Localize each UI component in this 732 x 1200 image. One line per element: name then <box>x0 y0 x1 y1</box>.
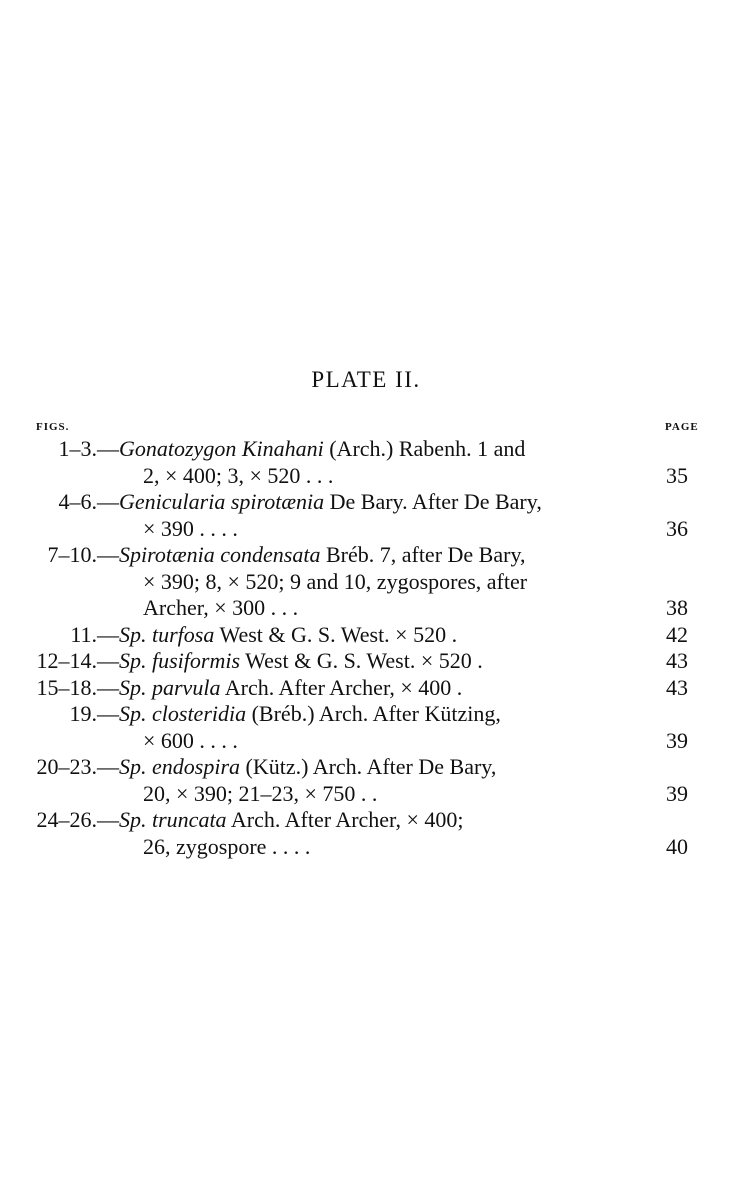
entry-text <box>97 489 542 516</box>
figure-entry <box>0 754 732 807</box>
entry-description: Bréb. 7, after De Bary, <box>320 542 526 567</box>
em-dash: — <box>97 754 119 779</box>
entry-description: Arch. After Archer, × 400 . <box>220 674 463 700</box>
page-number: 38 <box>666 595 688 620</box>
entry-continuation-line <box>0 516 732 543</box>
entry-first-line <box>0 807 732 834</box>
entry-text <box>143 834 310 861</box>
page-number: 36 <box>666 515 688 541</box>
species-name: Gonatozygon Kinahani <box>119 436 324 461</box>
page-number: 43 <box>666 648 688 673</box>
entry-first-line <box>0 701 732 728</box>
entry-text <box>97 701 501 728</box>
species-name: Sp. turfosa <box>119 621 215 647</box>
entry-text <box>97 648 483 675</box>
entry-description: West & G. S. West. × 520 . <box>240 648 483 673</box>
figure-numbers: 1–3. <box>58 436 97 461</box>
entry-first-line <box>0 675 732 702</box>
entry-text <box>143 516 238 543</box>
species-name: Sp. closteridia <box>119 701 247 726</box>
entry-first-line <box>0 622 732 649</box>
figure-numbers: 11. <box>70 621 97 647</box>
entry-text <box>97 542 526 569</box>
figure-numbers: 12–14. <box>36 648 97 673</box>
entry-continuation-line <box>0 781 732 808</box>
em-dash: — <box>97 436 119 461</box>
figure-entry <box>0 701 732 754</box>
entry-text <box>143 595 298 622</box>
species-name: Sp. fusiformis <box>119 648 241 673</box>
species-name: Sp. truncata <box>119 807 227 832</box>
entry-description: × 600 . . . . <box>143 727 238 753</box>
figure-numbers: 4–6. <box>58 489 97 514</box>
entry-description: 2, × 400; 3, × 520 . . . <box>143 462 334 488</box>
entry-description: (Arch.) Rabenh. 1 and <box>323 436 526 461</box>
entry-description: (Kütz.) Arch. After De Bary, <box>240 754 497 779</box>
entry-continuation-line <box>0 834 732 861</box>
entry-description: Archer, × 300 . . . <box>143 595 299 620</box>
page-column-header: PAGE <box>665 421 699 433</box>
figure-numbers: 7–10. <box>47 542 97 567</box>
entry-description: De Bary. After De Bary, <box>324 489 542 514</box>
entry-text <box>97 622 457 649</box>
species-name: Spirotænia condensata <box>119 542 321 567</box>
page-number: 42 <box>666 621 688 647</box>
figure-numbers: 20–23. <box>36 754 97 779</box>
em-dash: — <box>97 489 119 514</box>
em-dash: — <box>97 648 119 673</box>
plate-figure-list <box>0 436 732 860</box>
entry-description: × 390; 8, × 520; 9 and 10, zygospores, after <box>143 568 528 594</box>
figure-entry <box>0 648 732 675</box>
page-number: 39 <box>666 780 688 806</box>
em-dash: — <box>97 807 119 832</box>
page-number: 35 <box>666 462 688 488</box>
figure-entry <box>0 542 732 622</box>
entry-text <box>143 781 377 808</box>
figure-entry <box>0 622 732 649</box>
entry-continuation-line <box>0 595 732 622</box>
figure-entry <box>0 675 732 702</box>
entry-first-line <box>0 754 732 781</box>
em-dash: — <box>97 542 119 567</box>
entry-description: West & G. S. West. × 520 . <box>214 621 458 647</box>
em-dash: — <box>97 621 119 647</box>
entry-text <box>97 675 462 702</box>
entry-text <box>97 436 525 463</box>
page-number: 39 <box>666 727 688 753</box>
species-name: Genicularia spirotænia <box>119 489 325 514</box>
species-name: Sp. endospira <box>119 754 240 779</box>
entry-description: 20, × 390; 21–23, × 750 . . <box>143 780 378 806</box>
figure-numbers: 19. <box>69 701 97 726</box>
figure-entry <box>0 489 732 542</box>
entry-continuation-line <box>0 728 732 755</box>
figure-numbers: 24–26. <box>36 807 97 832</box>
figs-column-header: FIGS. <box>36 421 70 433</box>
page-number: 43 <box>666 674 688 700</box>
entry-first-line <box>0 436 732 463</box>
entry-description: (Bréb.) Arch. After Kützing, <box>246 701 501 726</box>
entry-description: × 390 . . . . <box>143 515 238 541</box>
page-number: 40 <box>666 833 688 859</box>
entry-text <box>97 754 496 781</box>
plate-title: PLATE II. <box>311 367 421 392</box>
em-dash: — <box>97 701 119 726</box>
entry-description: 26, zygospore . . . . <box>143 833 311 859</box>
entry-text <box>143 463 333 490</box>
entry-continuation-line <box>0 569 732 596</box>
entry-description: Arch. After Archer, × 400; <box>226 807 464 832</box>
em-dash: — <box>97 674 119 700</box>
entry-text <box>143 728 238 755</box>
entry-first-line <box>0 542 732 569</box>
entry-text <box>143 569 527 596</box>
entry-text <box>97 807 464 834</box>
figure-numbers: 15–18. <box>36 674 97 700</box>
species-name: Sp. parvula <box>119 674 221 700</box>
entry-first-line <box>0 648 732 675</box>
figure-entry <box>0 436 732 489</box>
entry-first-line <box>0 489 732 516</box>
entry-continuation-line <box>0 463 732 490</box>
figure-entry <box>0 807 732 860</box>
